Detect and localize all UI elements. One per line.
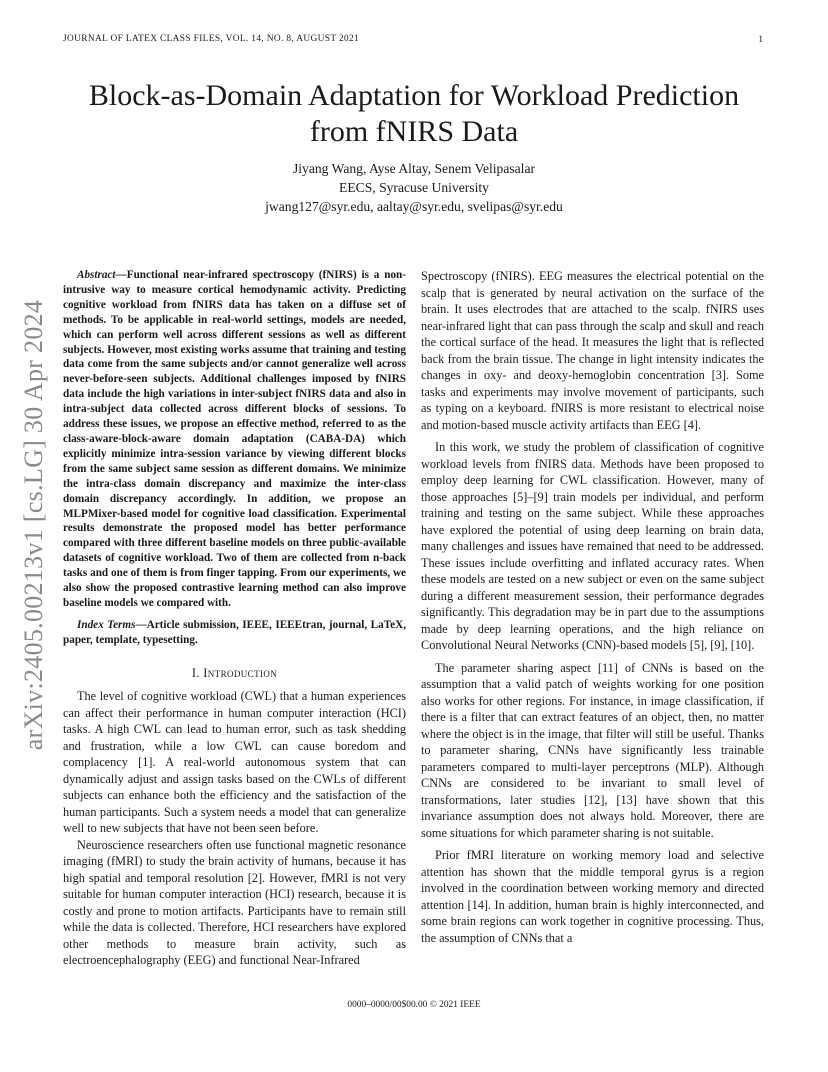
body-paragraph: Spectroscopy (fNIRS). EEG measures the electrical potential on the scalp that is generated by neural activation on the surface of the brain. It uses electrodes that are attached to the scalp. fNIRS uses near-infrared light that can pass through the scalp and skull and reach the cortical surface of the head. It measures the light that is reflected back from the brain tissue. The change in light intensity indicates the changes in oxy- and deoxy-hemoglobin concentration [3]. Some tasks and experiments may involve movement of participants, such as typing on a keyboard. fNIRS is more resistant to electrical noise and motion-based muscle activity artifacts than EEG [4]. — [421, 269, 764, 432]
abstract-text: —Functional near-infrared spectroscopy (fNIRS) is a non-intrusive way to measure cortical hemodynamic activity. Predicting cognitive workload from fNIRS data has taken on a diffuse set of methods. To be applicable in real-world settings, models are needed, which can perform well across different sessions as well as different subjects. However, most existing works assume that training and testing data come from the same subjects and/or cannot generalize well across never-before-seen subjects. Additional challenges imposed by fNIRS data include the high variations in inter-subject fNIRS data and also in intra-subject data collected across different blocks of sessions. To address these issues, we propose an effective method, referred to as the class-aware-block-aware domain adaptation (CABA-DA) which explicitly minimize intra-session variance by viewing different blocks from the same subject same session as different domains. We minimize the intra-class domain discrepancy and maximize the inter-class domain discrepancy accordingly. In addition, we propose an MLPMixer-based model for cognitive load classification. Experimental results demonstrate the proposed model has better performance compared with three different baseline models on three public-available datasets of cognitive workload. Two of them are collected from n-back tasks and one of them is from finger tapping. From our experiments, we also show the proposed contrastive learning method can also improve baseline models we compared with. — [63, 269, 406, 609]
index-terms-text: —Article submission, IEEE, IEEEtran, journal, LaTeX, paper, template, typesetting. — [63, 618, 406, 646]
body-paragraph: In this work, we study the problem of classification of cognitive workload levels from fNIRS data. Methods have been proposed to employ deep learning for CWL classification. However, many of those approaches [5]–[9] train models per individual, and perform training and testing on the same subject. While these approaches have explored the potential of using deep learning on brain data, many challenges and issues have remained that need to be addressed. These issues include overfitting and inflated accuracy rates. When these models are tested on a new subject or even on the same subject during a different measurement session, their performance degrades significantly. This degradation may be in part due to the assumptions made by deep learning operations, and the high reliance on Convolutional Neural Networks (CNN)-based models [5], [9], [10]. — [421, 440, 764, 652]
left-column — [63, 268, 406, 969]
author-emails: jwang127@syr.edu, aaltay@syr.edu, svelipas@syr.edu — [265, 199, 563, 214]
author-block — [70, 159, 758, 216]
journal-header: JOURNAL OF LATEX CLASS FILES, VOL. 14, NO. 8, AUGUST 2021 — [63, 34, 360, 44]
page-number: 1 — [758, 34, 763, 45]
section-heading-introduction: I. Introduction — [191, 665, 278, 680]
right-column — [421, 268, 764, 946]
abstract-label: Abstract — [77, 269, 116, 281]
index-terms — [63, 618, 406, 648]
copyright-footer: 0000–0000/00$00.00 © 2021 IEEE — [347, 1000, 481, 1010]
body-paragraph: Prior fMRI literature on working memory load and selective attention has shown that the middle temporal gyrus is a region involved in the coordination between working memory and directed attention [14]. In addition, human brain is highly interconnected, and some brain regions can work together in cognitive processing. Thus, the assumption of CNNs that a — [421, 848, 764, 945]
arxiv-stamp-text: arXiv:2405.00213v1 [cs.LG] 30 Apr 2024 — [19, 299, 48, 751]
author-names: Jiyang Wang, Ayse Altay, Senem Velipasalar — [292, 161, 536, 176]
author-affiliation: EECS, Syracuse University — [339, 180, 489, 195]
body-paragraph: Neuroscience researchers often use functional magnetic resonance imaging (fMRI) to study the brain activity of humans, because it has high spatial and temporal resolution [2]. However, fMRI is not very suitable for human computer interaction (HCI) research, because it is costly and prone to motion artifacts. Participants have to remain still while the data is collected. Therefore, HCI researchers have explored other methods to measure brain activity, such as electroencephalography (EEG) and functional Near-Infrared — [63, 837, 406, 968]
paper-title: Block-as-Domain Adaptation for Workload Prediction from fNIRS Data — [88, 79, 740, 148]
body-paragraph: The level of cognitive workload (CWL) that a human experiences can affect their performance in human computer interaction (HCI) tasks. A high CWL can lead to human error, such as task shedding and frustration, while a low CWL can cause boredom and complacency [1]. A real-world autonomous system that can dynamically adjust and assign tasks based on the CWLs of different subjects can enhance both the efficiency and the satisfaction of the human participants. Such a system needs a model that can generalize well to new subjects that have not been seen before. — [63, 689, 406, 836]
body-paragraph: The parameter sharing aspect [11] of CNNs is based on the assumption that a valid patch of weights working for one position also works for other regions. For instance, in image classification, if there is a filter that can extract features of an object, then, no matter where the object is in the image, that filter will still be useful. Thanks to parameter sharing, CNNs have significantly less trainable parameters compared to multi-layer perceptrons (MLP). Although CNNs are considered to be invariant to small level of transformations, later studies [12], [13] have shown that this invariance assumption does not always hold. Moreover, there are some situations for which parameter sharing is not suitable. — [421, 660, 764, 840]
abstract — [63, 268, 406, 611]
arxiv-stamp[interactable] — [20, 290, 48, 760]
index-terms-label: Index Terms — [77, 618, 136, 631]
